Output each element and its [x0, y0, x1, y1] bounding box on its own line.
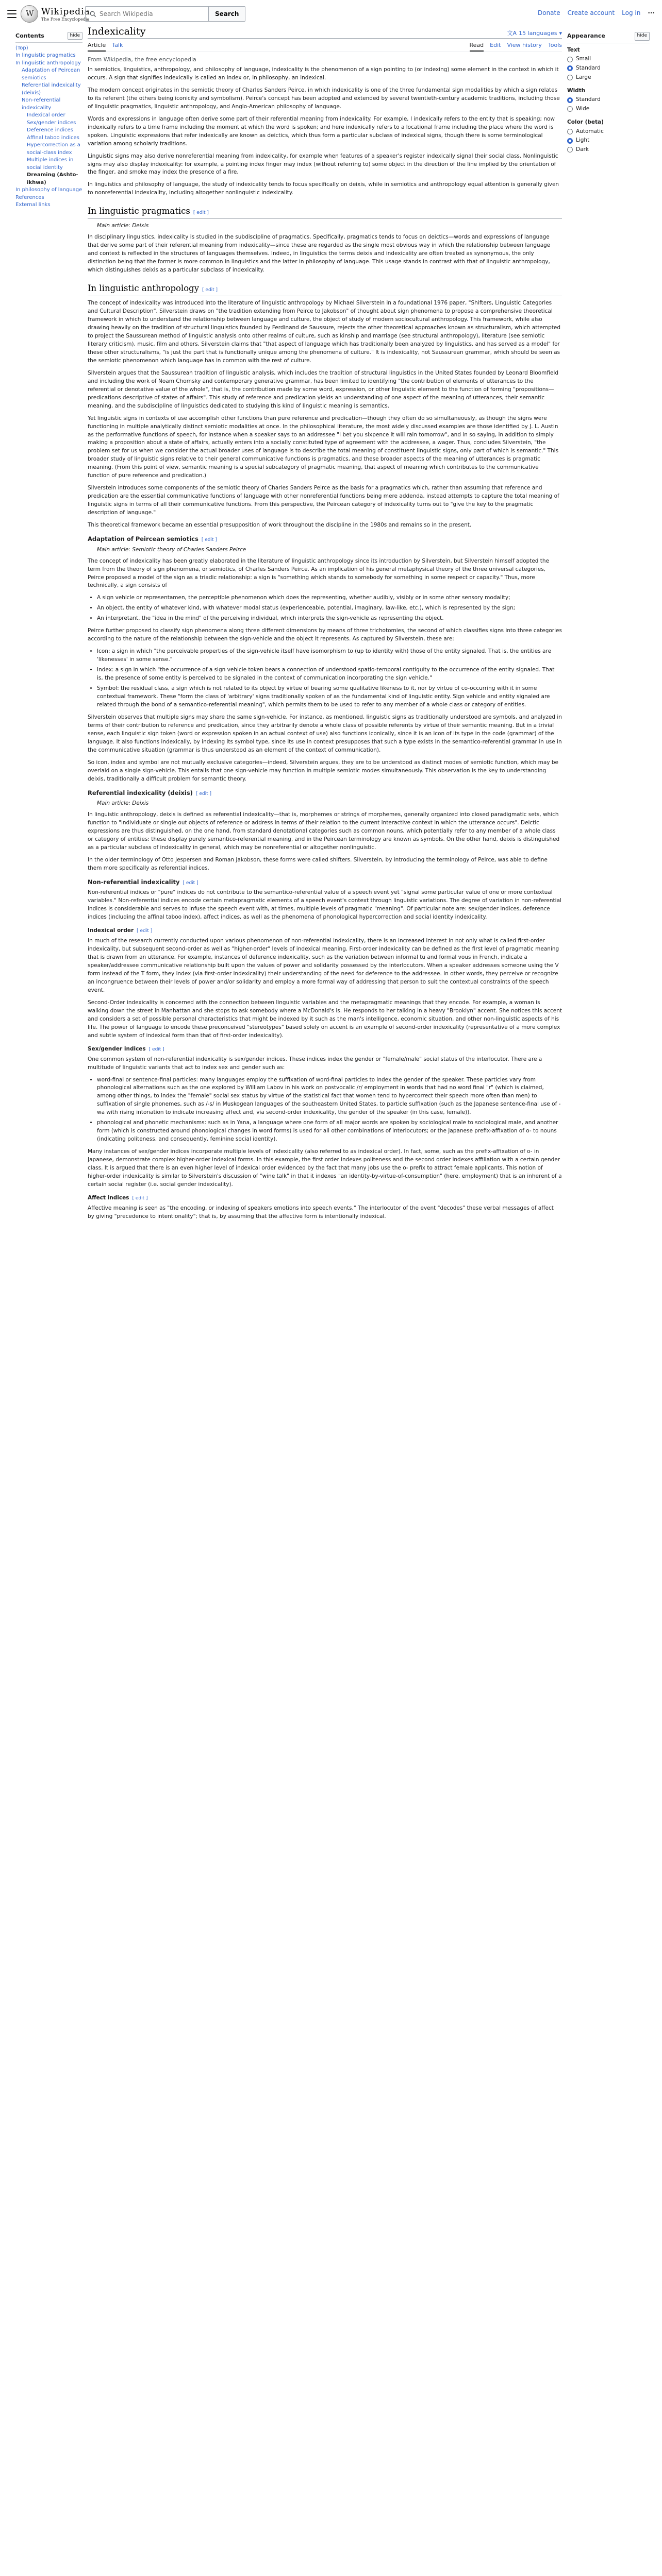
paragraph: In linguistic anthropology, deixis is defined as referential indexicality—that is, morphemes or strings of morphemes, generally organized into closed paradigmatic sets, which function to "individuate or single out objects of reference or address in terms of their relation to the current interactive context in which the utterance occurs". Deictic expressions are thus distinguished, on the one hand, from standard denotational categories such as common nouns, which potentially refer to any member of a whole class or category of entities: these display purely semantico-referential meaning, and in the Peircean terminology are known as symbols. On the other hand, deixis is distinguished as a particular subclass of indexicality in general, which may be nonreferential or altogether nonlinguistic. — [88, 811, 560, 851]
table-of-contents — [15, 32, 82, 209]
appearance-radio-option[interactable] — [567, 74, 650, 82]
article-body — [88, 66, 562, 1221]
chevron-down-icon: ▾ — [559, 29, 562, 37]
edit-section-link[interactable]: [ edit ] — [183, 880, 198, 886]
tab-edit[interactable]: Edit — [490, 42, 501, 48]
radio-button-icon[interactable] — [567, 147, 573, 152]
toc-item[interactable]: Deference indices — [27, 127, 73, 133]
list-item: • A sign vehicle or representamen, the perceptible phenomenon which does the representing, whether audibly, visibly or in some other sensory modality; — [97, 594, 562, 602]
radio-button-icon[interactable] — [567, 65, 573, 71]
search-field[interactable] — [85, 6, 209, 22]
wikipedia-globe-icon — [21, 5, 38, 23]
paragraph: Silverstein observes that multiple signs may share the same sign-vehicle. For instance, as mentioned, linguistic signs as traditionally understood are symbols, and analyzed in terms of their contribution to reference and predication, since they arbitrarily denote a whole class of possible referents by virtue of their semantic meaning. But in a trivial sense, each linguistic sign token (word or expression spoken in an actual context of use) also functions iconically, since it is an icon of its type in the code (grammar) of the language. It also functions indexically, by indexing its symbol type, since its use in context presupposes that such a type exists in the semantico-referential grammar in use in the communicative situation (grammar is thus understood as an element of the context of communication). — [88, 714, 562, 753]
paragraph: This theoretical framework became an essential presupposition of work throughout the discipline in the 1980s and remains so in the present. — [88, 522, 472, 529]
paragraph: Non-referential indices or "pure" indices do not contribute to the semantico-referential value of a speech event yet "signal some particular value of one or more contextual variables." Non-referential indices encode certain metapragmatic elements of a speech event's context through linguistic variations. The degree of variation in non-referential indices is considerable and serves to infuse the speech event with, at times, multiple levels of pragmatic "meaning". Of particular note are: sex/gender indices, deference indices (including the affinal taboo index), affect indices, as well as the phenomena of phonological hypercorrection and social identity indexicality. — [88, 889, 561, 921]
language-count: 15 languages — [519, 29, 557, 37]
section-heading-pragmatics: In linguistic pragmatics [ edit ] — [88, 205, 562, 219]
page-title: Indexicality — [88, 26, 146, 37]
edit-section-link[interactable]: [ edit ] — [148, 1046, 164, 1052]
tab-view-history[interactable]: View history — [507, 42, 542, 48]
paragraph: The concept of indexicality has been greatly elaborated in the literature of linguistic anthropology since its introduction by Silverstein, but Silverstein himself adopted the term from the theory of sign phenomena, or semiotics, of Charles Sanders Peirce. As an implication of his general metaphysical theory of the three universal categories, Peirce proposed a model of the sign as a triadic relationship: a sign is "something which stands to somebody for something in some respect or capacity." Thus, more technically, a sign consists of — [88, 557, 550, 589]
login-link[interactable]: Log in — [622, 9, 641, 16]
list-item: • Icon: a sign in which "the perceivable properties of the sign-vehicle itself have isomorphism to (up to identity with) those of the entity signaled. That is, the entities are 'likenesses' in some sense." — [97, 648, 562, 664]
more-options-icon[interactable]: ··· — [648, 9, 655, 16]
edit-section-link[interactable]: [ edit ] — [202, 287, 218, 293]
appearance-group — [567, 118, 650, 154]
appearance-group-title: Color (beta) — [567, 118, 604, 125]
paragraph: Affective meaning is seen as "the encoding, or indexing of speakers emotions into speech events." The interlocutor of the event "decodes" these verbal messages of affect by giving "precedence to intentionality"; that is, by assuming that the affective form is intentionally indexical. — [88, 1205, 554, 1219]
tab-talk[interactable]: Talk — [112, 42, 123, 48]
tab-read[interactable]: Read — [470, 42, 484, 52]
radio-label: Small — [576, 56, 591, 62]
list-item: • An object, the entity of whatever kind, with whatever modal status (experienceable, potential, imaginary, law-like, etc.), which is represented by the sign; — [97, 604, 562, 613]
radio-label: Wide — [576, 106, 590, 112]
appearance-group — [567, 46, 650, 82]
sign-components-list — [97, 594, 562, 623]
site-header — [0, 0, 662, 28]
paragraph: Silverstein argues that the Saussurean tradition of linguistic analysis, which includes the tradition of structural linguistics in the United States founded by Leonard Bloomfield and including the work of Noam Chomsky and contemporary generative grammar, has been limited to identifying "the contribution of elements of utterances to the referential or denotative value of the whole", that is, the contribution made by some word, expression, or other linguistic element to the function of forming "propositions—predications descriptive of states of affairs". This study of reference and predication yields an understanding of one aspect of the meaning of utterances, their semantic meaning, and the subdiscipline of linguistics dedicated to studying this kind of linguistic meaning is semantics. — [88, 369, 558, 409]
intro-paragraph: Linguistic signs may also derive nonreferential meaning from indexicality, for example when features of a speaker's register indexically signal their social class. Nonlinguistic signs may also display indexicality: for example, a pointing index finger may index (without referring to) some object in the direction of the line implied by the orientation of the finger, and smoke may index the presence of a fire. — [88, 152, 558, 176]
toc-item[interactable]: (Top) — [15, 45, 28, 51]
search-input[interactable] — [100, 10, 203, 18]
paragraph: In disciplinary linguistics, indexicality is studied in the subdiscipline of pragmatics. Specifically, pragmatics tends to focus on deictics—words and expressions of language that derive some part of their referential meaning from indexicality—since these are regarded as the single most obvious way in which the relationship between language and context is reflected in the structures of languages themselves. Indeed, in linguistics the terms deixis and indexicality are often treated as synonymous, the only distinction being that the former is more common in linguistics and the latter in philosophy of language. This usage stands in contrast with that of linguistic anthropology, which distinguishes deixis as a particular subclass of indexicality. — [88, 234, 551, 274]
radio-label: Automatic — [576, 128, 604, 134]
sign-types-list — [97, 648, 562, 709]
radio-button-icon[interactable] — [567, 97, 573, 103]
intro-paragraph: In linguistics and philosophy of language, the study of indexicality tends to focus specifically on deixis, while in semiotics and anthropology equal attention is generally given to nonreferential indexicality, including altogether nonlinguistic indexicality. — [88, 181, 559, 196]
appearance-panel — [567, 32, 650, 159]
edit-section-link[interactable]: [ edit ] — [195, 791, 211, 796]
intro-paragraph: The modern concept originates in the semiotic theory of Charles Sanders Peirce, in which indexicality is one of the three fundamental sign modalities by which a sign relates to its referent (the others being iconicity and symbolism). Peirce's concept has been adopted and extended by several twentieth-century academic traditions, including those of linguistic pragmatics, linguistic anthropology, and Anglo-American philosophy of language. — [88, 87, 560, 110]
hatnote: Main article: Deixis — [97, 800, 149, 807]
radio-button-icon[interactable] — [567, 129, 573, 134]
edit-section-link[interactable]: [ edit ] — [193, 210, 209, 216]
translate-icon: 文A — [507, 30, 517, 37]
toc-item[interactable]: Dreaming (Ashto-ikhwa) — [27, 172, 78, 185]
list-item: • word-final or sentence-final particles: many languages employ the suffixation of word-final particles to index the gender of the speaker. These particles vary from phonological alternations such as the one explored by William Labov in his work on postvocalic /r/ employment in words that had no word final "r" (which is claimed, among other things, to index the "female" social sex status by virtue of the statistical fact that women tend to hypercorrect their speech more often than men) to suffixation of single phonemes, such as /-s/ in Muskogean languages of the southeastern United States, to particle suffixation (such as the Japanese sentence-final use of -wa with rising intonation to indicate increasing affect and, via second-order indexicality, the gender of the speaker (in this case, female)). — [97, 1076, 562, 1117]
paragraph: Yet linguistic signs in contexts of use accomplish other functions than pure reference and predication—though they often do so simultaneously, as though the signs were functioning in multiple analytically distinct semiotic modalities at once. In the philosophical literature, the most widely discussed examples are those identified by J. L. Austin as the performative functions of speech, for instance when a speaker says to an addressee "I bet you sixpence it will rain tomorrow", and in so saying, in addition to simply making a proposition about a state of affairs, actually enters into a socially constituted type of agreement with the addressee, a wager. Thus, concludes Silverstein, "the problem set for us when we consider the actual broader uses of language is to describe the total meaning of constituent linguistic signs, only part of which is semantic." This broader study of linguistic signs relative to their general communicative functions is pragmatics, and these broader aspects of the meaning of utterances is pragmatic meaning. (From this point of view, semantic meaning is a special subcategory of pragmatic meaning, that aspect of meaning which contributes to the communicative function of pure reference and predication.) — [88, 415, 559, 479]
toc-item[interactable]: Multiple indices in social identity — [27, 157, 74, 171]
list-item: • Symbol: the residual class, a sign which is not related to its object by virtue of bearing some qualitative likeness to it, nor by virtue of co-occurring with it in some contextual framework. These "form the class of 'arbitrary' signs traditionally spoken of as the fundamental kind of linguistic entity. Sign vehicle and entity signaled are related through the bond of a semantico-referential meaning", which permits them to be used to refer to any member of a whole class or category of entities. — [97, 685, 562, 709]
radio-label: Standard — [576, 65, 601, 71]
appearance-radio-option[interactable] — [567, 137, 650, 145]
radio-label: Light — [576, 137, 590, 144]
paragraph: So icon, index and symbol are not mutually exclusive categories—indeed, Silverstein argues, they are to be understood as distinct modes of semiotic function, which may be overlaid on a single sign-vehicle. This entails that one sign-vehicle may function in multiple semiotic modes simultaneously. This observation is the key to understanding deixis, traditionally a difficult problem for semantic theory. — [88, 759, 558, 782]
toc-item[interactable]: References — [15, 194, 44, 200]
language-button[interactable] — [507, 29, 562, 37]
create-account-link[interactable]: Create account — [567, 9, 615, 16]
radio-label: Large — [576, 74, 591, 80]
toc-item[interactable]: Adaptation of Peircean semiotics — [22, 67, 80, 81]
radio-button-icon[interactable] — [567, 75, 573, 80]
gender-variants-list — [97, 1076, 562, 1144]
personal-tools — [538, 9, 655, 16]
subsection-heading-order: Indexical order [ edit ] — [88, 927, 153, 934]
logo-tagline: The Free Encyclopedia — [41, 16, 90, 22]
toc-hide-button[interactable]: hide — [68, 32, 82, 40]
page-tabs — [88, 42, 562, 52]
donate-link[interactable]: Donate — [537, 9, 560, 16]
toc-heading: Contents — [15, 32, 44, 39]
intro-paragraph: Words and expressions in language often derive some part of their referential meaning from indexicality. For example, I indexically refers to the entity that is speaking; now indexically refers to a time frame including the moment at which the word is spoken; and here indexically refers to a locational frame including the place where the word is spoken. Linguistic expressions that refer indexically are known as deictics, which thus form a particular subclass of indexical signs, though there is some terminological variation among scholarly traditions. — [88, 115, 555, 147]
appearance-group-title: Width — [567, 87, 586, 94]
appearance-radio-option[interactable] — [567, 146, 650, 154]
toc-item[interactable]: Affinal taboo indices — [27, 134, 79, 141]
search-form — [85, 6, 245, 22]
paragraph: One common system of non-referential indexicality is sex/gender indices. These indices index the gender or "female/male" social status of the interlocutor. There are a multitude of linguistic variants that act to index sex and gender such as: — [88, 1056, 542, 1071]
paragraph: Second-Order indexicality is concerned with the connection between linguistic variables and the metapragmatic meanings that they encode. For example, a woman is walking down the street in Manhattan and she stops to ask somebody where a McDonald's is. He responds to her talking in a heavy "Brooklyn" accent. She notices this accent and considers a set of possible personal characteristics that might be indexed by it such as the man's intelligence, economic situation, and other non-linguistic aspects of his life. The power of language to encode these preconceived "stereotypes" based solely on accent is an example of second-order indexicality (representative of a more complex and subtle system of indexical form than that of first-order indexicality). — [88, 999, 562, 1039]
paragraph: In the older terminology of Otto Jespersen and Roman Jakobson, these forms were called shifters. Silverstein, by introducing the terminology of Peirce, was able to define them more specifically as referential indices. — [88, 856, 548, 871]
list-item: • Index: a sign in which "the occurrence of a sign vehicle token bears a connection of understood spatio-temporal contiguity to the occurrence of the entity signaled. That is, the presence of some entity is perceived to be signaled in the context of communication incorporating the sign vehicle." — [97, 666, 562, 683]
toc-item[interactable]: Hypercorrection as a social-class index — [27, 142, 80, 156]
subsection-heading-sexgender: Sex/gender indices [ edit ] — [88, 1045, 164, 1052]
main-menu-icon[interactable] — [6, 8, 18, 20]
appearance-hide-button[interactable]: hide — [635, 32, 650, 41]
hatnote: Main article: Semiotic theory of Charles Sanders Peirce — [97, 546, 246, 553]
wikipedia-logo[interactable] — [21, 5, 90, 23]
edit-section-link[interactable]: [ edit ] — [132, 1195, 148, 1201]
main-content — [88, 26, 562, 1225]
subsection-heading-nonref: Non-referential indexicality [ edit ] — [88, 878, 198, 886]
appearance-radio-option[interactable] — [567, 55, 650, 63]
paragraph: Silverstein introduces some components of the semiotic theory of Charles Sanders Peirce as the basis for a pragmatics which, rather than assuming that reference and predication are the essential communicative functions of language with other nonreferential functions being mere addenda, instead attempts to capture the total meaning of linguistic signs in terms of all their communicative functions. From this perspective, the Peircean category of indexicality turns out to "give the key to the pragmatic description of language." — [88, 485, 559, 516]
appearance-radio-option[interactable] — [567, 128, 650, 136]
paragraph: Many instances of sex/gender indices incorporate multiple levels of indexicality (also referred to as indexical order). In fact, some, such as the prefix-affixation of o- in Japanese, demonstrate complex higher-order indexical forms. In this example, the first order indexes politeness and the second order indexes affiliation with a certain gender class. It is argued that there is an even higher level of indexical order evidenced by the fact that many jobs use the o- prefix to attract female applicants. This notion of higher-order indexicality is similar to Silverstein's discussion of "wine talk" in that it indexes "an identity-by-virtue-of-consumption" (here, employment) that is an inherent of a certain social register (i.e. social gender indexicality). — [88, 1148, 562, 1188]
toc-item[interactable]: Indexical order — [27, 112, 65, 118]
radio-button-icon[interactable] — [567, 106, 573, 112]
edit-section-link[interactable]: [ edit ] — [137, 928, 153, 934]
radio-button-icon[interactable] — [567, 57, 573, 62]
intro-paragraph: In semiotics, linguistics, anthropology, and philosophy of language, indexicality is the phenomenon of a sign pointing to (or indexing) some element in the context in which it occurs. A sign that signifies indexically is called an index or, in philosophy, an indexical. — [88, 66, 559, 81]
toc-item[interactable]: External links — [15, 202, 51, 208]
site-subtitle: From Wikipedia, the free encyclopedia — [88, 56, 196, 63]
radio-button-icon[interactable] — [567, 138, 573, 144]
tab-tools[interactable]: Tools — [548, 42, 562, 48]
appearance-heading: Appearance — [567, 32, 605, 39]
search-icon — [90, 11, 96, 18]
paragraph: In much of the research currently conducted upon various phenomenon of non-referential indexicality, there is an increased interest in not only what is called first-order indexicality, but subsequent second-order as well as "higher-order" levels of indexical meaning. First-order indexicality can be defined as the first level of pragmatic meaning that is drawn from an utterance. For example, instances of deference indexicality, such as the variation between informal tu and formal vous in French, indicate a speaker/addressee communicative relationship built upon the values of power and solidarity possessed by the interlocutors. When a speaker addresses someone using the V form instead of the T form, they index (via first-order indexicality) their understanding of the need for deference to the addressee. In other words, they perceive or recognize an incongruence between their levels of power and/or solidarity and employ a more formal way of addressing that person to suit the contextual constraints of the speech event. — [88, 938, 559, 993]
toc-item[interactable]: In linguistic pragmatics — [15, 53, 76, 59]
paragraph: Peirce further proposed to classify sign phenomena along three different dimensions by means of three trichotomies, the second of which classifies signs into three categories according to the nature of the relationship between the sign-vehicle and the object it represents. As captured by Silverstein, these are: — [88, 628, 562, 642]
toc-item[interactable]: Non-referential indexicality — [22, 97, 61, 111]
list-item: • phonological and phonetic mechanisms: such as in Yana, a language where one form of all major words are spoken by sociological male to sociological male, and another form (which is constructed around phonological changes in word forms) is used for all other combinations of interlocutors; or the Japanese prefix-affixation of o- to nouns (indicating politeness, and consequently, feminine social identity). — [97, 1119, 562, 1144]
radio-label: Standard — [576, 96, 601, 103]
appearance-radio-option[interactable] — [567, 64, 650, 73]
logo-wordmark: Wikipedia — [41, 6, 90, 17]
subsection-heading-deixis: Referential indexicality (deixis) [ edit ] — [88, 789, 211, 796]
toc-item[interactable]: Referential indexicality (deixis) — [22, 82, 81, 96]
paragraph: The concept of indexicality was introduced into the literature of linguistic anthropology by Michael Silverstein in a foundational 1976 paper, "Shifters, Linguistic Categories and Cultural Description". Silverstein draws on "the tradition extending from Peirce to Jakobson" of thought about sign phenomena to propose a comprehensive theoretical framework in which to understand the relationship between language and culture, the object of study of modern sociocultural anthropology. This framework, while also drawing heavily on the tradition of structural linguistics founded by Ferdinand de Saussure, rejects the other theoretical approaches known as structuralism, which attempted to project the Saussurean method of linguistic analysis onto other realms of culture, such as kinship and marriage (see structural anthropology), literature (see semiotic literary criticism), music, film and others. Silverstein claims that "that aspect of language which has traditionally been analyzed by linguistics, and has served as a model" for these other structuralisms, "is just the part that is functionally unique among the phenomena of culture." It is indexicality, not Saussurean grammar, which should be seen as the semiotic phenomenon which language has in common with the rest of culture. — [88, 300, 561, 364]
radio-label: Dark — [576, 146, 589, 152]
tab-article[interactable]: Article — [88, 42, 106, 52]
appearance-radio-option[interactable] — [567, 105, 650, 113]
toc-item[interactable]: In linguistic anthropology — [15, 60, 81, 66]
list-item: • An interpretant, the "idea in the mind" of the perceiving individual, which interprets the sign-vehicle as representing the object. — [97, 615, 562, 623]
hatnote: Main article: Deixis — [97, 223, 149, 229]
section-heading-anthropology: In linguistic anthropology [ edit ] — [88, 282, 562, 296]
subsection-heading-peircean: Adaptation of Peircean semiotics [ edit ] — [88, 535, 217, 543]
appearance-group-title: Text — [567, 46, 580, 53]
edit-section-link[interactable]: [ edit ] — [201, 537, 217, 543]
search-button[interactable]: Search — [209, 6, 245, 22]
appearance-group — [567, 87, 650, 113]
subsection-heading-affect: Affect indices [ edit ] — [88, 1194, 148, 1201]
toc-item[interactable]: Sex/gender indices — [27, 120, 76, 126]
toc-item[interactable]: In philosophy of language — [15, 187, 82, 193]
appearance-radio-option[interactable] — [567, 96, 650, 104]
